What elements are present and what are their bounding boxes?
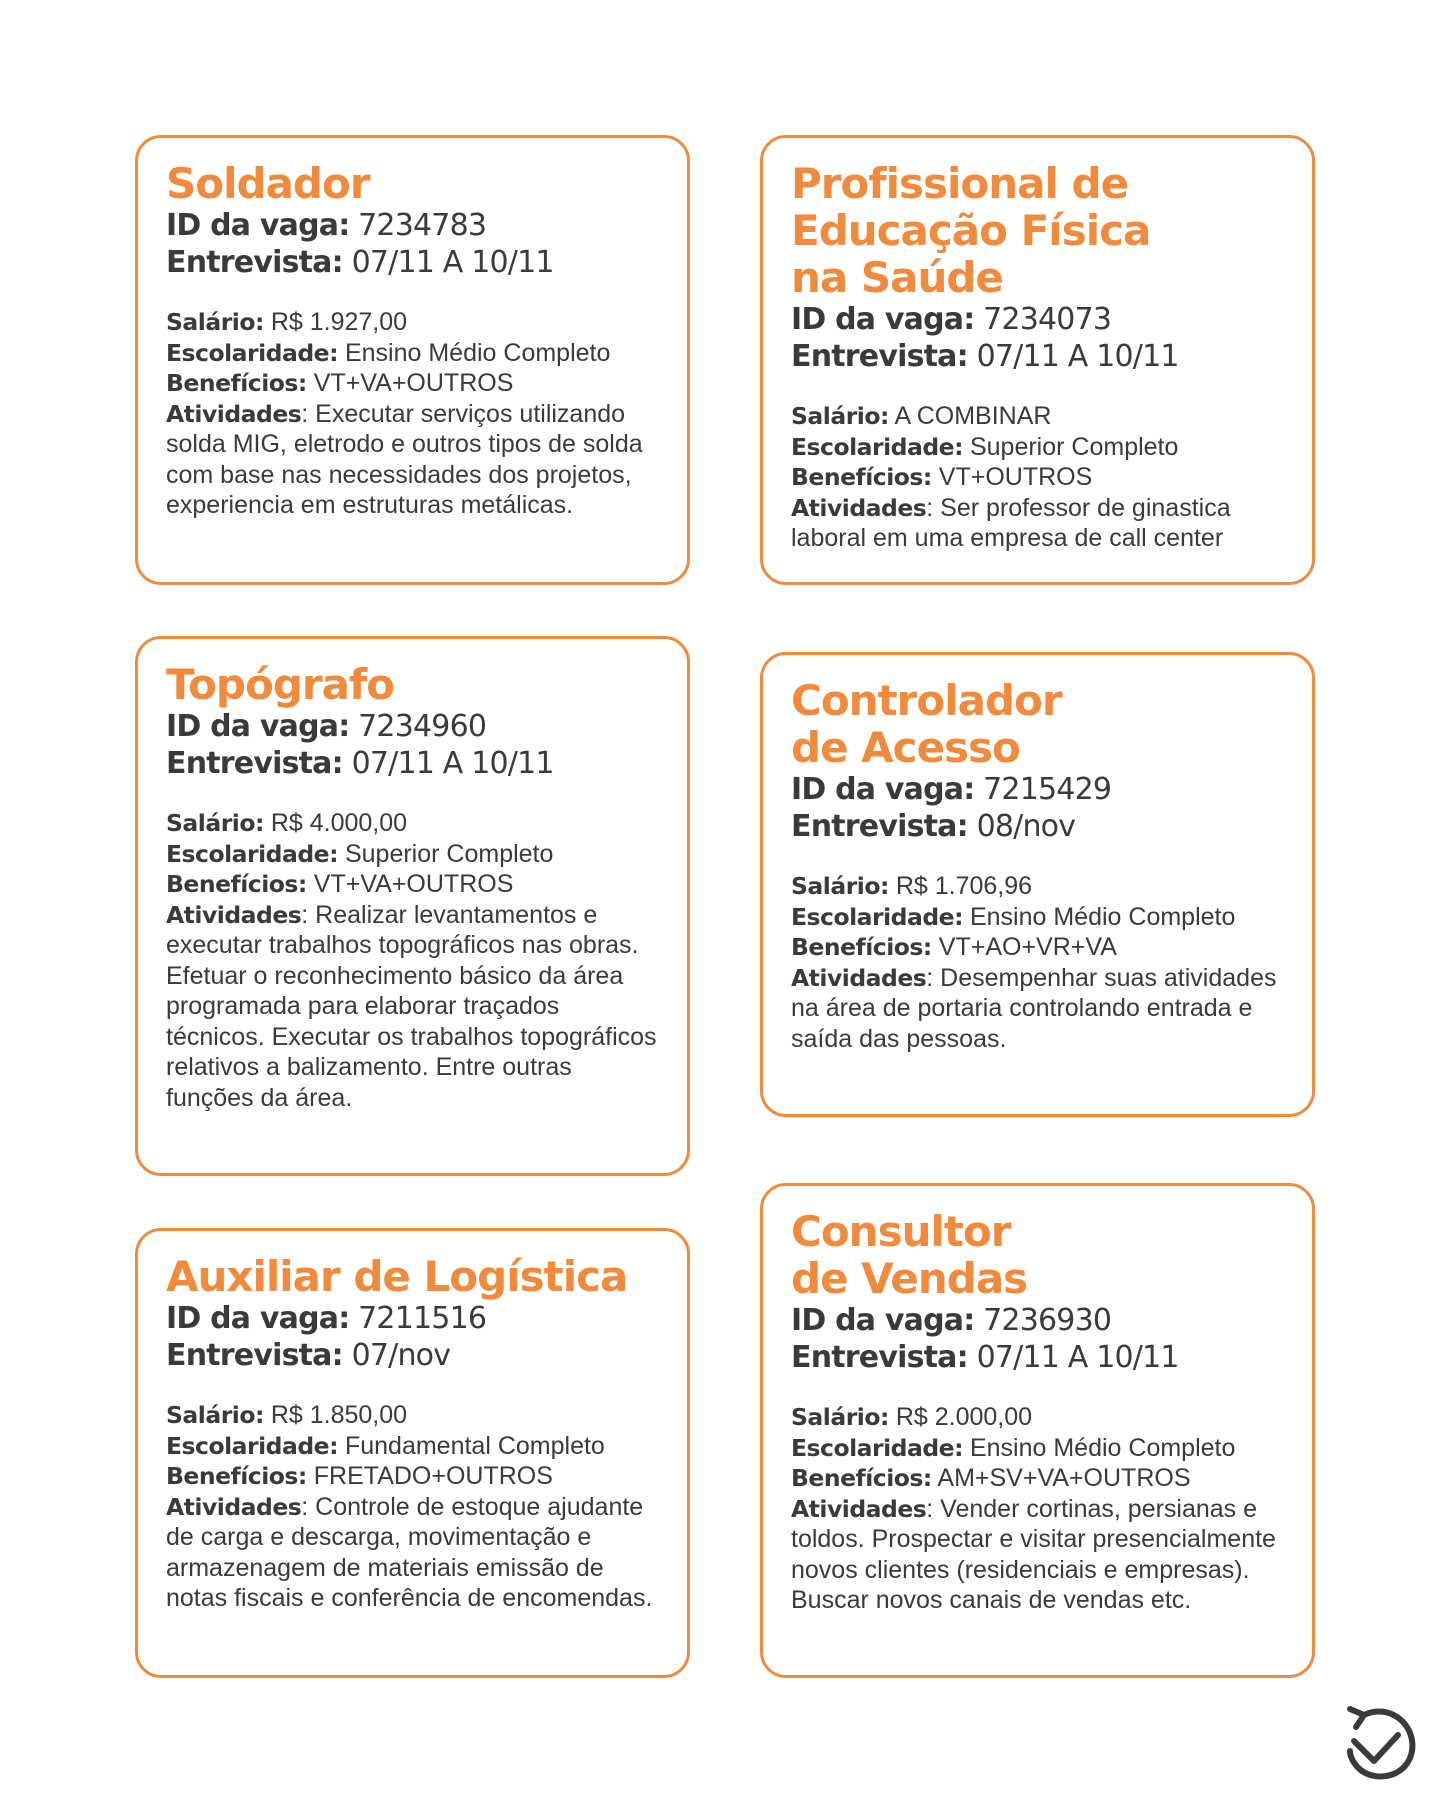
job-title-line: Controlador <box>791 676 1062 725</box>
benefits-row <box>791 1463 1284 1494</box>
education-label: Escolaridade: <box>791 1433 964 1462</box>
benefits-row <box>166 869 659 900</box>
salary-label: Salário: <box>791 402 889 430</box>
job-card-controlador-acesso <box>760 652 1315 1117</box>
job-id-label: ID da vaga: <box>166 1301 350 1336</box>
interview-row <box>791 1339 1284 1376</box>
job-id-row <box>166 1300 659 1337</box>
job-id-label: ID da vaga: <box>791 772 975 807</box>
job-id-row <box>166 207 659 244</box>
activities-row <box>166 1492 659 1614</box>
job-title-line: de Vendas <box>791 1254 1028 1303</box>
job-title-line: de Acesso <box>791 723 1020 772</box>
salary-label: Salário: <box>791 1403 889 1431</box>
education-label: Escolaridade: <box>166 338 339 367</box>
interview-label: Entrevista: <box>166 245 343 280</box>
job-details <box>166 808 659 1113</box>
interview-row <box>166 244 659 281</box>
salary-value: R$ 1.850,00 <box>270 1401 408 1429</box>
interview-label: Entrevista: <box>166 746 343 781</box>
job-details <box>166 1400 659 1614</box>
job-id-label: ID da vaga: <box>166 208 350 243</box>
benefits-row <box>791 932 1284 963</box>
activities-label: Atividades <box>791 1494 927 1523</box>
education-row <box>166 338 659 369</box>
activities-value: : Realizar levantamentos e executar trabalhos topográficos nas obras. Efetuar o reconhecimento básico da área programada para elaborar traçados técnicos. Executar os trabalhos topográficos relativos a balizamento. Entre outras funções da área. <box>166 900 657 1112</box>
salary-row <box>791 1402 1284 1433</box>
job-title <box>791 677 1284 771</box>
salary-row <box>791 401 1284 432</box>
job-id-label: ID da vaga: <box>166 709 350 744</box>
education-row <box>791 432 1284 463</box>
job-id-value: 7234960 <box>358 709 487 744</box>
activities-label: Atividades <box>791 493 927 522</box>
job-id-value: 7215429 <box>983 772 1112 807</box>
education-row <box>791 902 1284 933</box>
education-label: Escolaridade: <box>166 839 339 868</box>
salary-row <box>791 871 1284 902</box>
benefits-row <box>791 462 1284 493</box>
salary-value: A COMBINAR <box>894 402 1052 430</box>
interview-label: Entrevista: <box>791 339 968 374</box>
interview-label: Entrevista: <box>791 809 968 844</box>
education-value: Superior Completo <box>344 839 554 868</box>
job-id-value: 7211516 <box>358 1301 487 1336</box>
interview-row <box>791 808 1284 845</box>
job-card-topografo <box>135 636 690 1176</box>
job-title <box>166 661 659 708</box>
job-title-line: Topógrafo <box>166 660 395 709</box>
benefits-label: Benefícios: <box>791 933 932 961</box>
job-details <box>791 871 1284 1054</box>
job-title-line: Auxiliar de Logística <box>166 1252 628 1301</box>
interview-value: 07/11 A 10/11 <box>976 1340 1179 1375</box>
activities-value: : Executar serviços utilizando solda MIG, eletrodo e outros tipos de solda com base nas necessidades dos projetos, experiencia em estruturas metálicas. <box>166 399 643 519</box>
salary-value: R$ 1.706,96 <box>895 872 1033 900</box>
job-id-value: 7234783 <box>358 208 487 243</box>
activities-value: : Vender cortinas, persianas e toldos. Prospectar e visitar presencialmente novos clientes (residenciais e empresas). Buscar novos canais de vendas etc. <box>791 1494 1276 1614</box>
job-card-educacao-fisica <box>760 135 1315 585</box>
activities-label: Atividades <box>166 399 302 428</box>
job-id-row <box>166 708 659 745</box>
job-title-line: Profissional de <box>791 159 1129 208</box>
job-id-value: 7234073 <box>983 302 1112 337</box>
salary-label: Salário: <box>166 1401 264 1429</box>
checkmark-refresh-logo-icon <box>1340 1695 1422 1785</box>
interview-value: 08/nov <box>976 809 1076 844</box>
salary-row <box>166 1400 659 1431</box>
salary-value: R$ 1.927,00 <box>270 308 408 336</box>
activities-row <box>166 399 659 521</box>
job-id-row <box>791 771 1284 808</box>
activities-label: Atividades <box>791 963 927 992</box>
benefits-label: Benefícios: <box>166 870 307 898</box>
job-card-auxiliar-logistica <box>135 1228 690 1678</box>
education-label: Escolaridade: <box>791 432 964 461</box>
education-row <box>166 1431 659 1462</box>
job-title-line: na Saúde <box>791 253 1003 302</box>
job-title <box>791 160 1284 301</box>
benefits-value: FRETADO+OUTROS <box>313 1462 553 1490</box>
benefits-row <box>166 368 659 399</box>
interview-value: 07/nov <box>351 1338 451 1373</box>
interview-value: 07/11 A 10/11 <box>976 339 1179 374</box>
benefits-label: Benefícios: <box>166 369 307 397</box>
education-row <box>791 1433 1284 1464</box>
job-title-line: Soldador <box>166 159 370 208</box>
education-value: Ensino Médio Completo <box>969 1433 1236 1462</box>
benefits-value: VT+VA+OUTROS <box>313 870 514 898</box>
interview-row <box>791 338 1284 375</box>
salary-label: Salário: <box>166 809 264 837</box>
education-row <box>166 839 659 870</box>
job-title <box>166 160 659 207</box>
benefits-value: AM+SV+VA+OUTROS <box>937 1464 1191 1492</box>
salary-value: R$ 4.000,00 <box>270 809 408 837</box>
education-value: Superior Completo <box>969 432 1179 461</box>
activities-row <box>791 963 1284 1055</box>
interview-value: 07/11 A 10/11 <box>351 245 554 280</box>
education-label: Escolaridade: <box>791 902 964 931</box>
salary-row <box>166 307 659 338</box>
job-title <box>791 1208 1284 1302</box>
salary-value: R$ 2.000,00 <box>895 1403 1033 1431</box>
benefits-value: VT+VA+OUTROS <box>313 369 514 397</box>
job-details <box>166 307 659 521</box>
job-id-row <box>791 1302 1284 1339</box>
interview-label: Entrevista: <box>166 1338 343 1373</box>
activities-label: Atividades <box>166 900 302 929</box>
activities-label: Atividades <box>166 1492 302 1521</box>
education-value: Ensino Médio Completo <box>344 338 611 367</box>
activities-row <box>791 493 1284 554</box>
job-details <box>791 401 1284 554</box>
activities-row <box>791 1494 1284 1616</box>
activities-row <box>166 900 659 1114</box>
activities-value: : Controle de estoque ajudante de carga e descarga, movimentação e armazenagem de materiais emissão de notas fiscais e conferência de encomendas. <box>166 1492 653 1612</box>
job-card-soldador <box>135 135 690 585</box>
job-title-line: Consultor <box>791 1207 1011 1256</box>
education-value: Fundamental Completo <box>344 1431 605 1460</box>
benefits-label: Benefícios: <box>791 463 932 491</box>
benefits-label: Benefícios: <box>791 1464 932 1492</box>
benefits-row <box>166 1461 659 1492</box>
job-id-value: 7236930 <box>983 1303 1112 1338</box>
benefits-value: VT+AO+VR+VA <box>938 933 1117 961</box>
activities-value: : Ser professor de ginastica laboral em uma empresa de call center <box>791 493 1231 552</box>
salary-label: Salário: <box>166 308 264 336</box>
job-id-row <box>791 301 1284 338</box>
salary-label: Salário: <box>791 872 889 900</box>
interview-row <box>166 745 659 782</box>
education-label: Escolaridade: <box>166 1431 339 1460</box>
job-id-label: ID da vaga: <box>791 1303 975 1338</box>
job-title-line: Educação Física <box>791 206 1151 255</box>
job-title <box>166 1253 659 1300</box>
interview-label: Entrevista: <box>791 1340 968 1375</box>
interview-value: 07/11 A 10/11 <box>351 746 554 781</box>
interview-row <box>166 1337 659 1374</box>
job-details <box>791 1402 1284 1616</box>
benefits-label: Benefícios: <box>166 1462 307 1490</box>
job-card-consultor-vendas <box>760 1183 1315 1678</box>
salary-row <box>166 808 659 839</box>
activities-value: : Desempenhar suas atividades na área de portaria controlando entrada e saída das pessoas. <box>791 963 1277 1053</box>
job-id-label: ID da vaga: <box>791 302 975 337</box>
benefits-value: VT+OUTROS <box>938 463 1093 491</box>
education-value: Ensino Médio Completo <box>969 902 1236 931</box>
